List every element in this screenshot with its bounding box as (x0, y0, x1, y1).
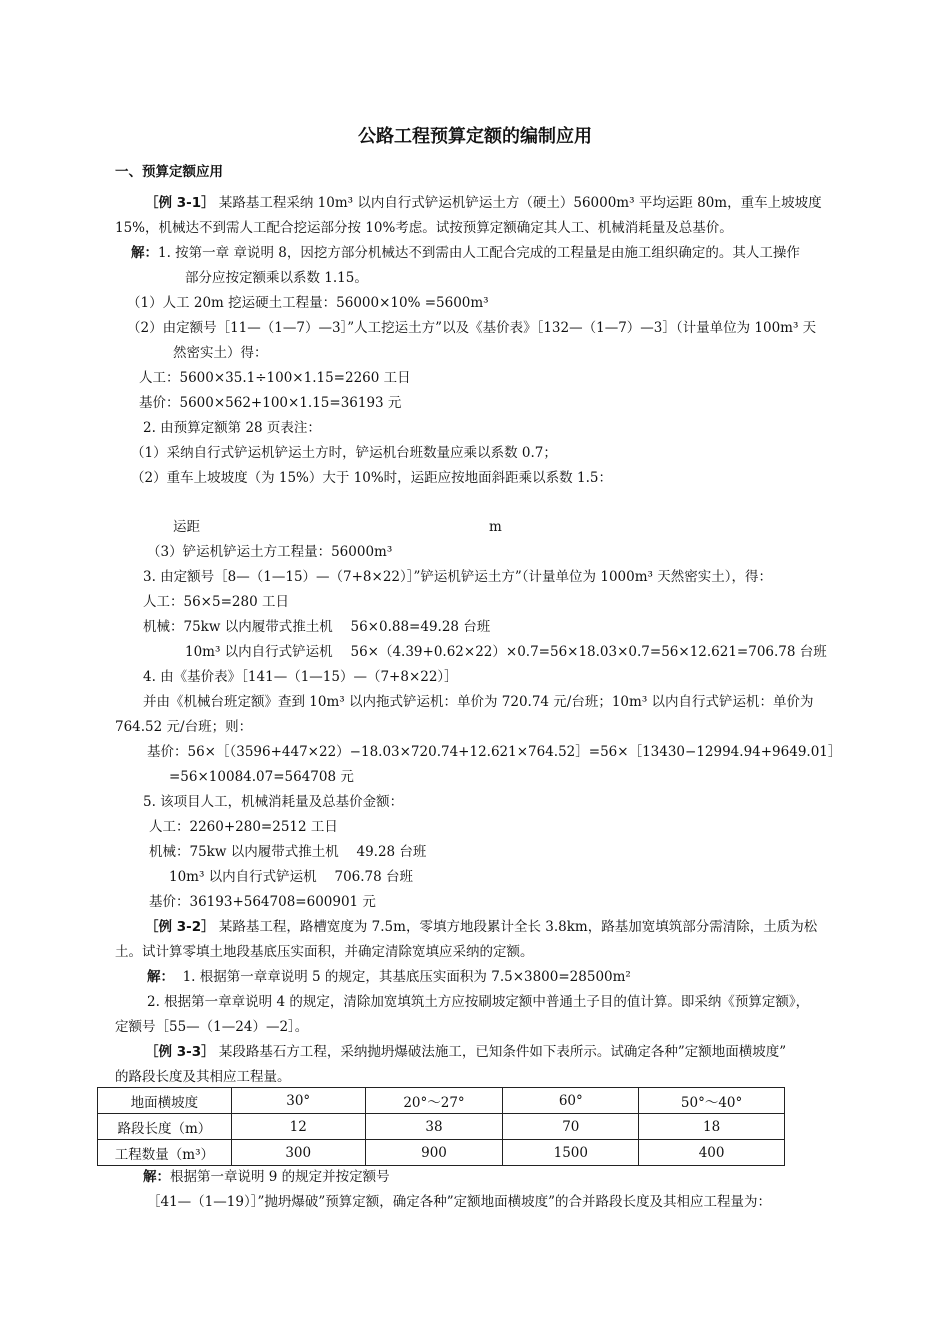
example-1-paragraph (145, 193, 822, 213)
example-2-text-line: 某路基工程，路槽宽度为 7.5m，零填方地段累计全长 3.8km，路基加宽填筑部分需清除，土质为松 (218, 919, 818, 935)
solution-line: 基价：36193+564708=600901 元 (149, 894, 376, 910)
distance-label: 运距 (173, 519, 200, 535)
solution-line: =56×10084.07=564708 元 (169, 769, 354, 785)
slope-data-table (97, 1087, 785, 1166)
table-row (98, 1114, 785, 1140)
solution-line: 定额号［55—（1—24）—2］。 (115, 1019, 309, 1035)
solution-line: 10m³ 以内自行式铲运机 56×（4.39+0.62×22）×0.7=56×18.03×0.7=56×12.621=706.78 台班 (185, 644, 827, 660)
solution-line: 基价：5600×562+100×1.15=36193 元 (139, 395, 402, 411)
solution-label: 解： (131, 245, 158, 261)
solution-line: 然密实土）得： (173, 345, 268, 361)
solution-label: 解： (147, 969, 174, 985)
solution-text: 1. 根据第一章章说明 5 的规定，其基底压实面积为 7.5×3800=28500m² (182, 969, 631, 985)
table-row (98, 1140, 785, 1166)
example-1-text-line: 15%，机械达不到需人工配合挖运部分按 10%考虑。试按预算定额确定其人工、机械消耗量及总基价。 (115, 220, 733, 236)
example-3-paragraph (145, 1042, 786, 1062)
table-cell: 18 (639, 1114, 785, 1140)
solution-line (143, 1167, 390, 1187)
solution-line: 10m³ 以内自行式铲运机 706.78 台班 (169, 869, 414, 885)
table-cell: 1500 (503, 1140, 639, 1166)
solution-line: （3）铲运机铲运土方工程量：56000m³ (147, 544, 393, 560)
solution-text: 根据第一章说明 9 的规定并按定额号 (170, 1169, 390, 1185)
table-cell: 30° (231, 1088, 365, 1114)
solution-line: 部分应按定额乘以系数 1.15。 (185, 270, 368, 286)
example-2-label: ［例 3-2］ (145, 919, 215, 935)
example-2-paragraph (145, 917, 817, 937)
solution-line (131, 243, 800, 263)
solution-line: 3. 由定额号［8—（1—15）—（7+8×22）］”铲运机铲运土方”（计量单位为 1000m³ 天然密实土），得： (143, 569, 772, 585)
table-cell: 工程数量（m³） (98, 1140, 232, 1166)
solution-line: 5. 该项目人工，机械消耗量及总基价金额： (143, 794, 404, 810)
solution-line: （1）采纳自行式铲运机铲运土方时，铲运机台班数量应乘以系数 0.7； (131, 445, 557, 461)
table-row (98, 1088, 785, 1114)
solution-line: 2. 根据第一章章说明 4 的规定，清除加宽填筑土方应按刷坡定额中普通土子目的值计算。即采纳《预算定额》， (147, 994, 810, 1010)
table-cell: 38 (365, 1114, 503, 1140)
section-heading: 一、预算定额应用 (115, 164, 223, 180)
solution-line: 并由《机械台班定额》查到 10m³ 以内拖式铲运机：单价为 720.74 元/台班；10m³ 以内自行式铲运机：单价为 (143, 694, 814, 710)
solution-line: （1）人工 20m 挖运硬土工程量：56000×10% =5600m³ (127, 295, 489, 311)
solution-line: 人工：56×5=280 工日 (143, 594, 289, 610)
solution-line: 2. 由预算定额第 28 页表注： (143, 420, 321, 436)
table-cell: 400 (639, 1140, 785, 1166)
table-cell: 900 (365, 1140, 503, 1166)
table-cell: 12 (231, 1114, 365, 1140)
example-3-text-line: 某段路基石方工程，采纳抛坍爆破法施工，已知条件如下表所示。试确定各种”定额地面横坡度” (218, 1044, 787, 1060)
solution-label: 解： (143, 1169, 170, 1185)
solution-line: 人工：5600×35.1÷100×1.15=2260 工日 (139, 370, 411, 386)
solution-line: （2）重车上坡坡度（为 15%）大于 10%时，运距应按地面斜距乘以系数 1.5： (131, 470, 612, 486)
example-3-text-line: 的路段长度及其相应工程量。 (115, 1069, 291, 1085)
table-cell: 路段长度（m） (98, 1114, 232, 1140)
solution-line: （2）由定额号［11—（1—7）—3］”人工挖运土方”以及《基价表》［132—（1—7）—3］（计量单位为 100m³ 天 (127, 320, 817, 336)
example-1-text-line: 某路基工程采纳 10m³ 以内自行式铲运机铲运土方（硬土）56000m³ 平均运距 80m，重车上坡坡度 (218, 195, 822, 211)
solution-line: ［41—（1—19）］”抛坍爆破”预算定额，确定各种”定额地面横坡度”的合并路段长度及其相应工程量为： (147, 1194, 772, 1210)
solution-line: 机械：75kw 以内履带式推土机 56×0.88=49.28 台班 (143, 619, 491, 635)
solution-text: 1. 按第一章 章说明 8，因挖方部分机械达不到需由人工配合完成的工程量是由施工组织确定的。其人工操作 (158, 245, 800, 261)
solution-line (147, 967, 631, 987)
distance-unit: m (489, 519, 502, 535)
table-cell: 地面横坡度 (98, 1088, 232, 1114)
example-1-label: ［例 3-1］ (145, 195, 215, 211)
table-cell: 300 (231, 1140, 365, 1166)
solution-line: 4. 由《基价表》［141—（1—15）—（7+8×22）］ (143, 669, 458, 685)
table-cell: 60° (503, 1088, 639, 1114)
table-cell: 50°～40° (639, 1088, 785, 1114)
page-title: 公路工程预算定额的编制应用 (358, 126, 592, 147)
solution-line: 人工：2260+280=2512 工日 (149, 819, 338, 835)
table-cell: 70 (503, 1114, 639, 1140)
solution-line: 基价：56×［（3596+447×22）−18.03×720.74+12.621×764.52］=56×［13430−12994.94+9649.01］ (147, 744, 842, 760)
example-2-text-line: 土。试计算零填土地段基底压实面积，并确定清除宽填应采纳的定额。 (115, 944, 534, 960)
solution-line: 机械：75kw 以内履带式推土机 49.28 台班 (149, 844, 427, 860)
solution-line: 764.52 元/台班；则： (115, 719, 253, 735)
example-3-label: ［例 3-3］ (145, 1044, 215, 1060)
table-cell: 20°～27° (365, 1088, 503, 1114)
